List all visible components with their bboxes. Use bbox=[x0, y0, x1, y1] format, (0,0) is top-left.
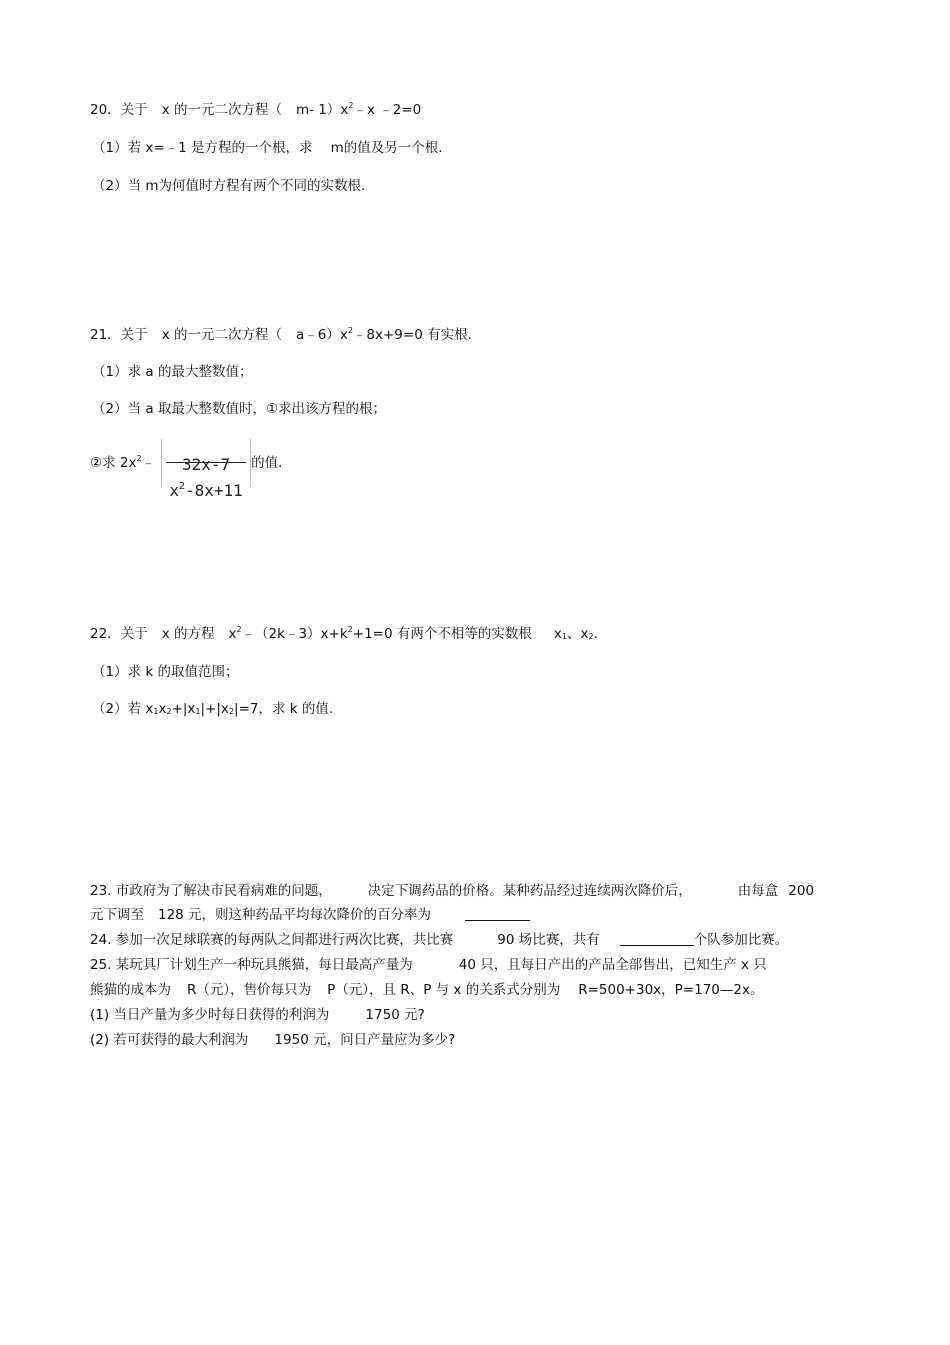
q25-line1: 25. 某玩具厂计划生产一种玩具熊猫，每日最高产量为 40 只，且每日产出的产品全部售出，已知生产 x 只 bbox=[90, 957, 767, 973]
q20-part2: （2）当 m为何值时方程有两个不同的实数根. bbox=[92, 178, 366, 194]
q20-title: 20．关于 x 的一元二次方程（ m- $1)x^2﹣x$ ﹣2=0 bbox=[90, 101, 422, 118]
q25-part1: (1) 当日产量为多少时每日获得的利润为 1750 元? bbox=[90, 1007, 425, 1023]
q25-line2: 熊猫的成本为 R（元），售价每只为 P（元），且 R、P 与 x 的关系式分别为 R=500+30x，P=170—2x。 bbox=[90, 982, 764, 998]
fraction-image: 32x-7 $x^2-8x+11$ bbox=[161, 439, 251, 487]
q21-part1: （1）求 a 的最大整数值； bbox=[92, 364, 253, 380]
q20-part1: （1）若 x=﹣1 是方程的一个根，求 m的值及另一个根. bbox=[92, 140, 443, 156]
answer-blank-q23[interactable] bbox=[465, 906, 530, 921]
q21-part3: ②求 $2x^2﹣$ 32x-7 $x^2-8x+11$ 的值. bbox=[90, 438, 282, 488]
q25-part2: (2) 若可获得的最大利润为 1950 元，问日产量应为多少? bbox=[90, 1032, 456, 1048]
q23-line1: 23. 市政府为了解决市民看病难的问题， 决定下调药品的价格。某种药品经过连续两次降价后， 由每盒 200 bbox=[90, 883, 815, 899]
q24-line: 24. 参加一次足球联赛的每两队之间都进行两次比赛，共比赛 90 场比赛，共有 个队参加比赛。 bbox=[90, 932, 789, 948]
fraction-bar bbox=[166, 462, 246, 463]
q22-part1: （1）求 k 的取值范围； bbox=[92, 664, 239, 680]
q21-part2: （2）当 a 取最大整数值时，①求出该方程的根； bbox=[92, 401, 387, 417]
q22-part2: （2）若 $x_1x_2+|x_1|+|x_2|=7$，求 k 的值. bbox=[92, 701, 334, 717]
answer-blank-q24[interactable] bbox=[620, 931, 694, 946]
q22-title: 22．关于 x 的方程 $x^2﹣(2k﹣3)x+k^2+1=0$ 有两个不相等的实数根 $x_1$、$x_2$. bbox=[90, 625, 598, 642]
q21-title: 21．关于 x 的一元二次方程（ $a﹣6)x^2﹣8x+9=0$ 有实根. bbox=[90, 326, 472, 343]
q23-line2: 元下调至 128 元，则这种药品平均每次降价的百分率为 bbox=[90, 906, 530, 924]
